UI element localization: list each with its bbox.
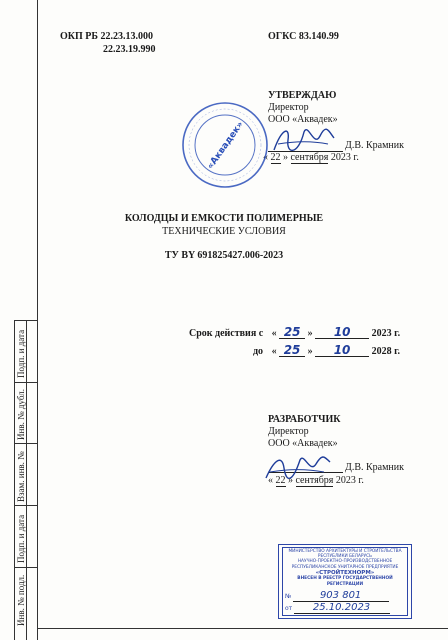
side-table-left-line bbox=[14, 320, 15, 640]
validity-label: Срок действия с bbox=[189, 328, 264, 339]
approve-heading: УТВЕРЖДАЮ bbox=[268, 90, 337, 101]
validity-to-label: до bbox=[253, 346, 264, 357]
stamp-date-label: от bbox=[285, 604, 293, 612]
side-table-row-line bbox=[14, 505, 38, 506]
okp-code-second: 22.23.19.990 bbox=[103, 44, 156, 55]
side-cell-inv-dubl: Инв. № дубл. bbox=[16, 389, 26, 440]
validity-to-month: 10 bbox=[315, 344, 369, 357]
side-cell-vzam-inv: Взам. инв. № bbox=[16, 451, 26, 502]
doc-title-line3: ТУ BY 691825427.006-2023 bbox=[164, 250, 284, 261]
validity-from-day: 25 bbox=[279, 326, 305, 339]
registry-stamp bbox=[278, 544, 412, 619]
validity-to-year: 2028 г. bbox=[371, 346, 400, 357]
side-table-row-line bbox=[14, 567, 38, 568]
developer-signature bbox=[262, 448, 332, 488]
developer-company: ООО «Аквадек» bbox=[268, 438, 338, 449]
stamp-line2: НАУЧНО-ПРОЕКТНО-ПРОИЗВОДСТВЕННОЕ РЕСПУБЛИКАНСКОЕ УНИТАРНОЕ ПРЕДПРИЯТИЕ bbox=[291, 559, 399, 570]
validity-from-month: 10 bbox=[315, 326, 369, 339]
stamp-no-value: 903 801 bbox=[293, 590, 389, 602]
stamp-no-label: № bbox=[285, 592, 292, 600]
developer-heading: РАЗРАБОТЧИК bbox=[268, 414, 341, 425]
developer-date-day: 22 bbox=[275, 475, 286, 486]
approve-date-year: 2023 г. bbox=[330, 152, 359, 163]
side-table-row-line bbox=[14, 382, 38, 383]
stamp-line3: «СТРОЙТЕХНОРМ» bbox=[315, 569, 375, 576]
validity-from-year: 2023 г. bbox=[371, 328, 401, 339]
okp-code: ОКП РБ 22.23.13.000 bbox=[60, 31, 154, 42]
date-open-quote: « bbox=[263, 152, 268, 163]
approve-date-month: сентября bbox=[290, 152, 329, 163]
approve-signer: Д.В. Крамник bbox=[345, 140, 404, 151]
side-table-row-line bbox=[14, 443, 38, 444]
approve-position: Директор bbox=[268, 102, 309, 113]
approve-date-day: 22 bbox=[270, 152, 281, 163]
approve-signature bbox=[268, 118, 338, 160]
validity-to-row: до « 25 » 10 2028 г. bbox=[253, 343, 400, 357]
ogks-code: ОГКС 83.140.99 bbox=[268, 31, 339, 42]
validity-to-day: 25 bbox=[279, 344, 305, 357]
developer-date: « 22 » сентября 2023 г. bbox=[268, 475, 364, 486]
seal-center-text: «Аквадек» bbox=[205, 119, 246, 172]
side-cell-inv-podl: Инв. № подл. bbox=[16, 574, 26, 626]
side-cell-sign-date-1: Подп. и дата bbox=[16, 329, 26, 378]
developer-position: Директор bbox=[268, 426, 309, 437]
date-close-quote: » bbox=[283, 152, 288, 163]
doc-title-line1: КОЛОДЦЫ И ЕМКОСТИ ПОЛИМЕРНЫЕ bbox=[124, 213, 324, 224]
stamp-date-value: 25.10.2023 bbox=[294, 602, 390, 614]
validity-from-row: Срок действия с « 25 » 10 2023 г. bbox=[189, 325, 401, 339]
side-table-top-line bbox=[14, 320, 38, 321]
stamp-line1: МИНИСТЕРСТВО АРХИТЕКТУРЫ И СТРОИТЕЛЬСТВА РЕСПУБЛИКИ БЕЛАРУСЬ bbox=[288, 549, 402, 560]
company-seal bbox=[180, 100, 270, 190]
developer-date-year: 2023 г. bbox=[335, 475, 364, 486]
stamp-line4: ВНЕСЕН В РЕЕСТР ГОСУДАРСТВЕННОЙ РЕГИСТРАЦИИ bbox=[297, 576, 393, 587]
doc-title-line2: ТЕХНИЧЕСКИЕ УСЛОВИЯ bbox=[162, 226, 286, 237]
developer-signer: Д.В. Крамник bbox=[345, 462, 404, 473]
side-cell-sign-date-2: Подп. и дата bbox=[16, 514, 26, 563]
developer-date-month: сентября bbox=[295, 475, 334, 486]
side-table-mid-line bbox=[26, 320, 27, 640]
bottom-border-line bbox=[37, 628, 448, 629]
approve-company: ООО «Аквадек» bbox=[268, 114, 338, 125]
